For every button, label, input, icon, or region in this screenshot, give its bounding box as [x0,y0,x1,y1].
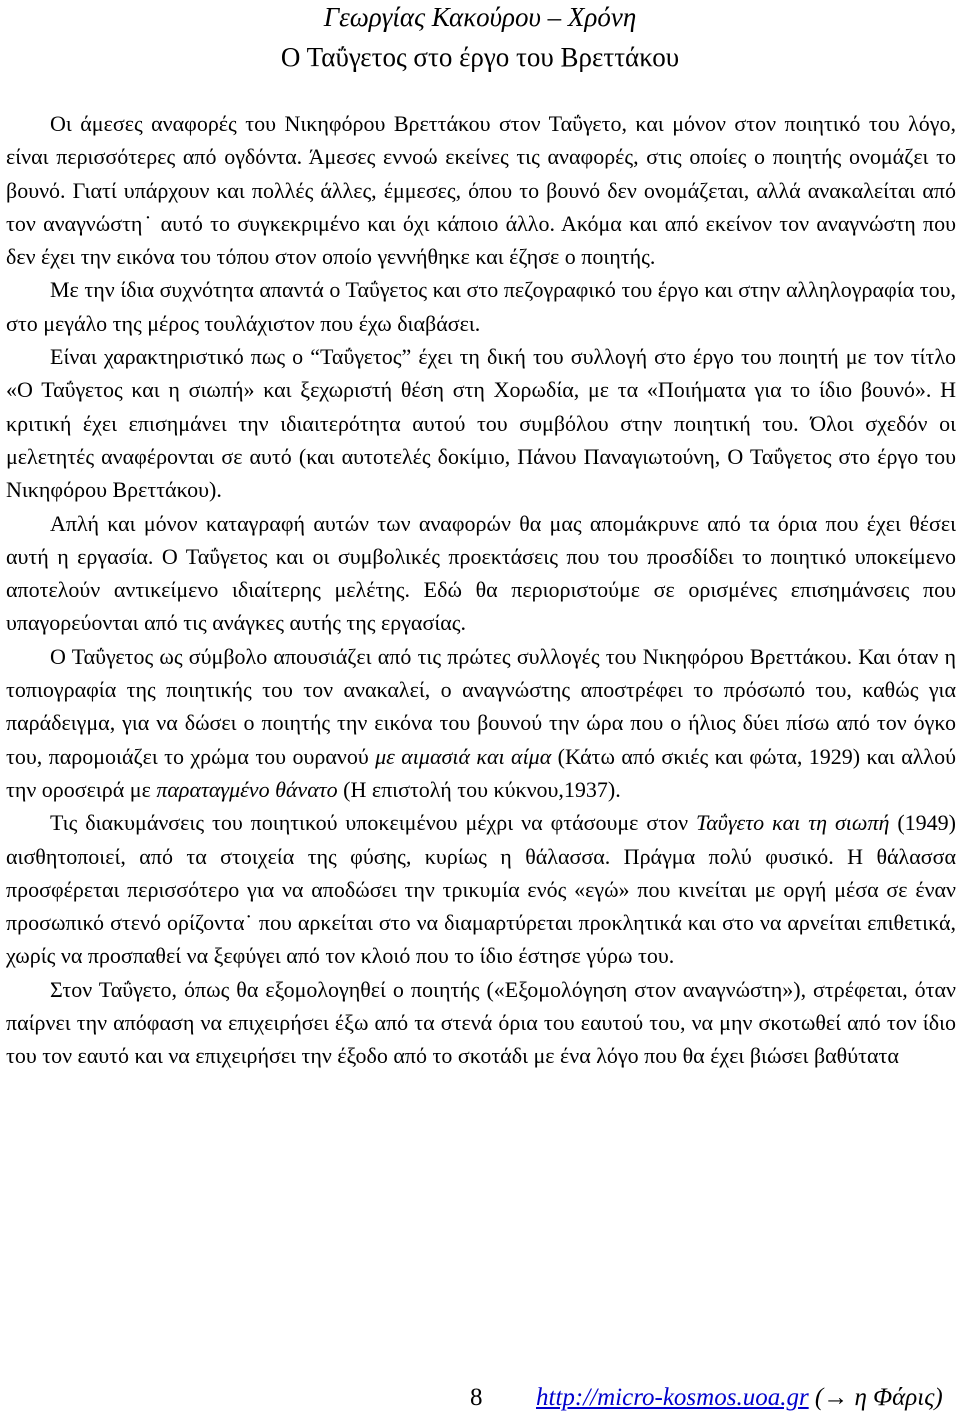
paragraph-text: Ο Ταΰγετος ως σύμβολο απουσιάζει από τις πρώτες συλλογές του Νικηφόρου Βρεττάκου. Και όταν η τοπιογραφία της ποιητικής του τον ανακαλεί, ο αναγνώστης αποστρέφει το πρόσωπό του, καθώς για παράδειγμα, για να δώσει ο ποιητής την εικόνα του βουνού την ώρα που ο ήλιος δύει πίσω από τον όγκο του, παρομοιάζει το χρώμα του ουρανού [6,643,956,769]
body-paragraph [6,507,956,640]
paragraph-text: Οι άμεσες αναφορές του Νικηφόρου Βρεττάκου στον Ταΰγετο, και μόνον στον ποιητικό του λόγο, είναι περισσότερες από ογδόντα. Άμεσες εννοώ εκείνες τις αναφορές, στις οποίες ο ποιητής ονομάζει το βουνό. Γιατί υπάρχουν και πολλές άλλες, έμμεσες, όπου το βουνό δεν ονομάζεται, αλλά ανακαλείται από τον αναγνώστη˙ αυτό το συγκεκριμένο και όχι κάποιο άλλο. Ακόμα και από εκείνον τον αναγνώστη που δεν έχει την εικόνα του τόπου στον οποίο γεννήθηκε και έζησε ο ποιητής. [6,111,956,270]
paragraph-text: (1949) αισθητοποιεί, από τα στοιχεία της φύσης, κυρίως η θάλασσα. Πράγμα πολύ φυσικό. Η θάλασσα προσφέρεται περισσότερο για να αποδώσει την τρικυμία ενός «εγώ» που κινείται με οργή μέσα σε έναν προσωπικό στενό ορίζοντα˙ που αρκείται στο να διαμαρτύρεται προκλητικά και στο να αρνείται επιθετικά, χωρίς να προσπαθεί να ξεφύγει από τον κλοιό που το ίδιο έστησε γύρω του. [6,810,956,969]
italic-text: με αιμασιά και αίμα [375,743,552,769]
document-title: Ο Ταΰγετος στο έργο του Βρεττάκου [280,42,680,72]
document-body [6,107,956,1073]
paragraph-text: Τις διακυμάνσεις του ποιητικού υποκειμένου μέχρι να φτάσουμε στον [50,810,696,836]
body-paragraph [6,273,956,340]
body-paragraph [6,107,956,273]
paragraph-text: (Κάτω από σκιές και φώτα, 1929) και αλλού την οροσειρά με [6,743,956,802]
paragraph-text: Είναι χαρακτηριστικό πως ο “Ταΰγετος” έχει τη δική του συλλογή στο έργο του ποιητή με τον τίτλο «Ο Ταΰγετος και η σιωπή» και ξεχωριστή θέση στη Χορωδία, με τα «Ποιήματα για το ίδιο βουνό». Η κριτική έχει επισημάνει την ιδιαιτερότητα αυτού του συμβόλου στην ποιητική του. Όλοι σχεδόν οι μελετητές αναφέρονται σε αυτό (και αυτοτελές δοκίμιο, Πάνου Παναγιωτούνη, Ο Ταΰγετος στο έργο του Νικηφόρου Βρεττάκου). [6,344,956,503]
body-paragraph [6,973,956,1073]
body-paragraph [6,640,956,806]
paragraph-text: Στον Ταΰγετο, όπως θα εξομολογηθεί ο ποιητής («Εξομολόγηση στον αναγνώστη»), στρέφεται, όταν παίρνει την απόφαση να επιχειρήσει έξω από τα στενά όρια του εαυτού του, να μην σκοτωθεί από τον ίδιο του τον εαυτό και να επιχειρήσει την έξοδο από το σκοτάδι με ένα λόγο που θα έχει βιώσει βαθύτατα [6,976,956,1069]
author-name: Γεωργίας Κακούρου – Χρόνη [323,2,637,32]
body-paragraph [6,340,956,506]
paragraph-text: (Η επιστολή του κύκνου,1937). [337,776,621,802]
paragraph-text: Με την ίδια συχνότητα απαντά ο Ταΰγετος και στο πεζογραφικό του έργο και στην αλληλογραφία του, στο μεγάλο της μέρος τουλάχιστον που έχω διαβάσει. [6,277,956,336]
italic-text: παραταγμένο θάνατο [156,776,338,802]
italic-text: Ταΰγετο και τη σιωπή [695,810,890,836]
footer-reference [536,1380,943,1416]
body-paragraph [6,806,956,972]
site-link[interactable]: http://micro-kosmos.uoa.gr [536,1384,809,1411]
paragraph-text: Απλή και μόνον καταγραφή αυτών των αναφορών θα μας απομάκρυνε από τα όρια που έχει θέσει αυτή η εργασία. Ο Ταΰγετος και οι συμβολικές προεκτάσεις που του προσδίδει το ποιητικό υποκείμενο αποτελούν αντικείμενο ιδιαίτερης μελέτης. Εδώ θα περιοριστούμε σε ορισμένες επισημάνσεις που υπαγορεύονται από τις ανάγκες αυτής της εργασίας. [6,510,956,636]
page-footer [0,1380,960,1416]
footer-suffix: (→ η Φάρις) [808,1384,943,1411]
page-number: 8 [470,1384,483,1411]
